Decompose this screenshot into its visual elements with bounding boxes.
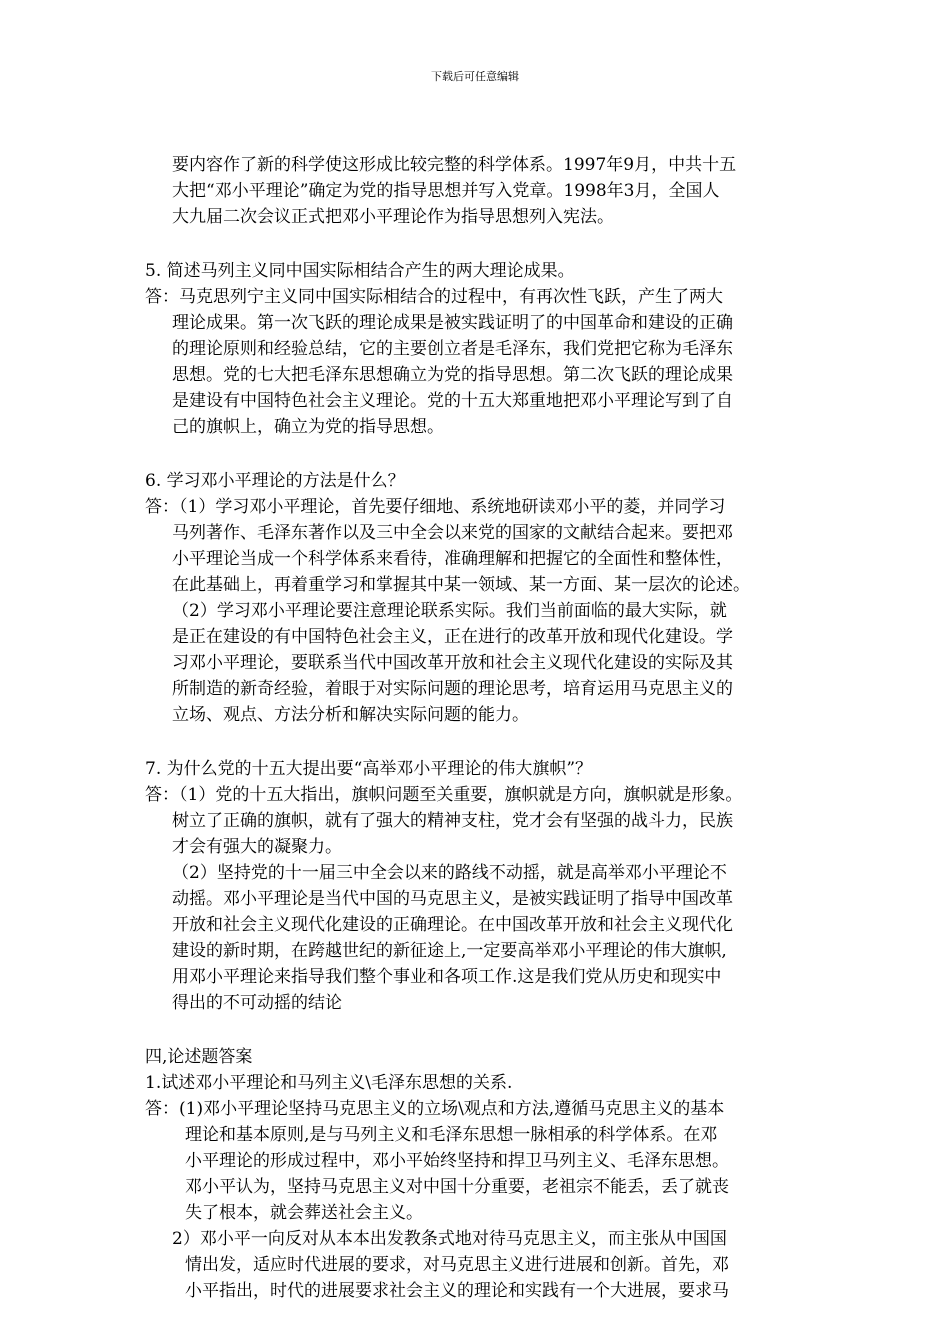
text-line: 所制造的新奇经验，着眼于对实际问题的理论思考，培育运用马克思主义的 (172, 679, 733, 699)
text-line: 用邓小平理论来指导我们整个事业和各项工作.这是我们党从历史和现实中 (172, 967, 722, 987)
text-line: 小平理论的形成过程中，邓小平始终坚持和捍卫马列主义、毛泽东思想。 (185, 1151, 729, 1171)
text-line: 马列著作、毛泽东著作以及三中全会以来党的国家的文献结合起来。要把邓 (172, 523, 733, 543)
text-line: 理论成果。第一次飞跃的理论成果是被实践证明了的中国革命和建设的正确 (172, 313, 733, 333)
page-header: 下载后可任意编辑 (431, 70, 519, 83)
section-4-heading: 四,论述题答案 (145, 1047, 253, 1067)
question-7-heading: 7. 为什么党的十五大提出要“高举邓小平理论的伟大旗帜”？ (145, 759, 593, 779)
text-line: 小平理论当成一个科学体系来看待，准确理解和把握它的全面性和整体性， (172, 549, 733, 569)
text-line: 己的旗帜上，确立为党的指导思想。 (172, 417, 444, 437)
text-line: 思想。党的七大把毛泽东思想确立为党的指导思想。第二次飞跃的理论成果 (172, 365, 733, 385)
text-line: 小平指出，时代的进展要求社会主义的理论和实践有一个大进展，要求马 (185, 1281, 729, 1301)
text-line: 失了根本，就会葬送社会主义。 (185, 1203, 423, 1223)
text-line: 得出的不可动摇的结论 (172, 993, 342, 1013)
text-line: 立场、观点、方法分析和解决实际问题的能力。 (172, 705, 529, 725)
question-6-heading: 6. 学习邓小平理论的方法是什么？ (145, 471, 405, 491)
essay-1-heading: 1.试述邓小平理论和马列主义\毛泽东思想的关系. (145, 1073, 513, 1093)
text-line: 理论和基本原则,是与马列主义和毛泽东思想一脉相承的科学体系。在邓 (185, 1125, 718, 1145)
answer-7-first-line: 答：（1）党的十五大指出，旗帜问题至关重要，旗帜就是方向，旗帜就是形象。 (145, 785, 743, 805)
text-line: 的理论原则和经验总结，它的主要创立者是毛泽东，我们党把它称为毛泽东 (172, 339, 733, 359)
text-line: 在此基础上，再着重学习和掌握其中某一领域、某一方面、某一层次的论述。 (172, 575, 750, 595)
text-line: 是正在建设的有中国特色社会主义，正在进行的改革开放和现代化建设。学 (172, 627, 733, 647)
text-line: 习邓小平理论，要联系当代中国改革开放和社会主义现代化建设的实际及其 (172, 653, 733, 673)
text-line: 动摇。邓小平理论是当代中国的马克思主义，是被实践证明了指导中国改革 (172, 889, 733, 909)
answer-5-first-line: 答：马克思列宁主义同中国实际相结合的过程中，有再次性飞跃，产生了两大 (145, 287, 723, 307)
text-line: 开放和社会主义现代化建设的正确理论。在中国改革开放和社会主义现代化 (172, 915, 733, 935)
text-line: 树立了正确的旗帜，就有了强大的精神支柱，党才会有坚强的战斗力，民族 (172, 811, 733, 831)
text-line: 情出发，适应时代进展的要求，对马克思主义进行进展和创新。首先，邓 (185, 1255, 729, 1275)
text-line: 大把“邓小平理论”确定为党的指导思想并写入党章。1998年3月，全国人 (172, 181, 720, 201)
text-line: 是建设有中国特色社会主义理论。党的十五大郑重地把邓小平理论写到了自 (172, 391, 733, 411)
text-line: 邓小平认为，坚持马克思主义对中国十分重要，老祖宗不能丢，丢了就丧 (185, 1177, 729, 1197)
text-line: 才会有强大的凝聚力。 (172, 837, 342, 857)
text-line: 要内容作了新的科学使这形成比较完整的科学体系。1997年9月，中共十五 (172, 155, 737, 175)
text-line: 建设的新时期，在跨越世纪的新征途上,一定要高举邓小平理论的伟大旗帜, (172, 941, 727, 961)
text-line: （2）学习邓小平理论要注意理论联系实际。我们当前面临的最大实际，就 (172, 601, 727, 621)
essay-1-answer-first-line: 答：(1)邓小平理论坚持马克思主义的立场\观点和方法,遵循马克思主义的基本 (145, 1099, 725, 1119)
answer-6-first-line: 答：（1）学习邓小平理论，首先要仔细地、系统地研读邓小平的菱，并同学习 (145, 497, 726, 517)
text-line: （2）坚持党的十一届三中全会以来的路线不动摇，就是高举邓小平理论不 (172, 863, 727, 883)
text-line: 2）邓小平一向反对从本本出发教条式地对待马克思主义，而主张从中国国 (172, 1229, 727, 1249)
question-5-heading: 5. 简述马列主义同中国实际相结合产生的两大理论成果。 (145, 261, 575, 281)
text-line: 大九届二次会议正式把邓小平理论作为指导思想列入宪法。 (172, 207, 614, 227)
